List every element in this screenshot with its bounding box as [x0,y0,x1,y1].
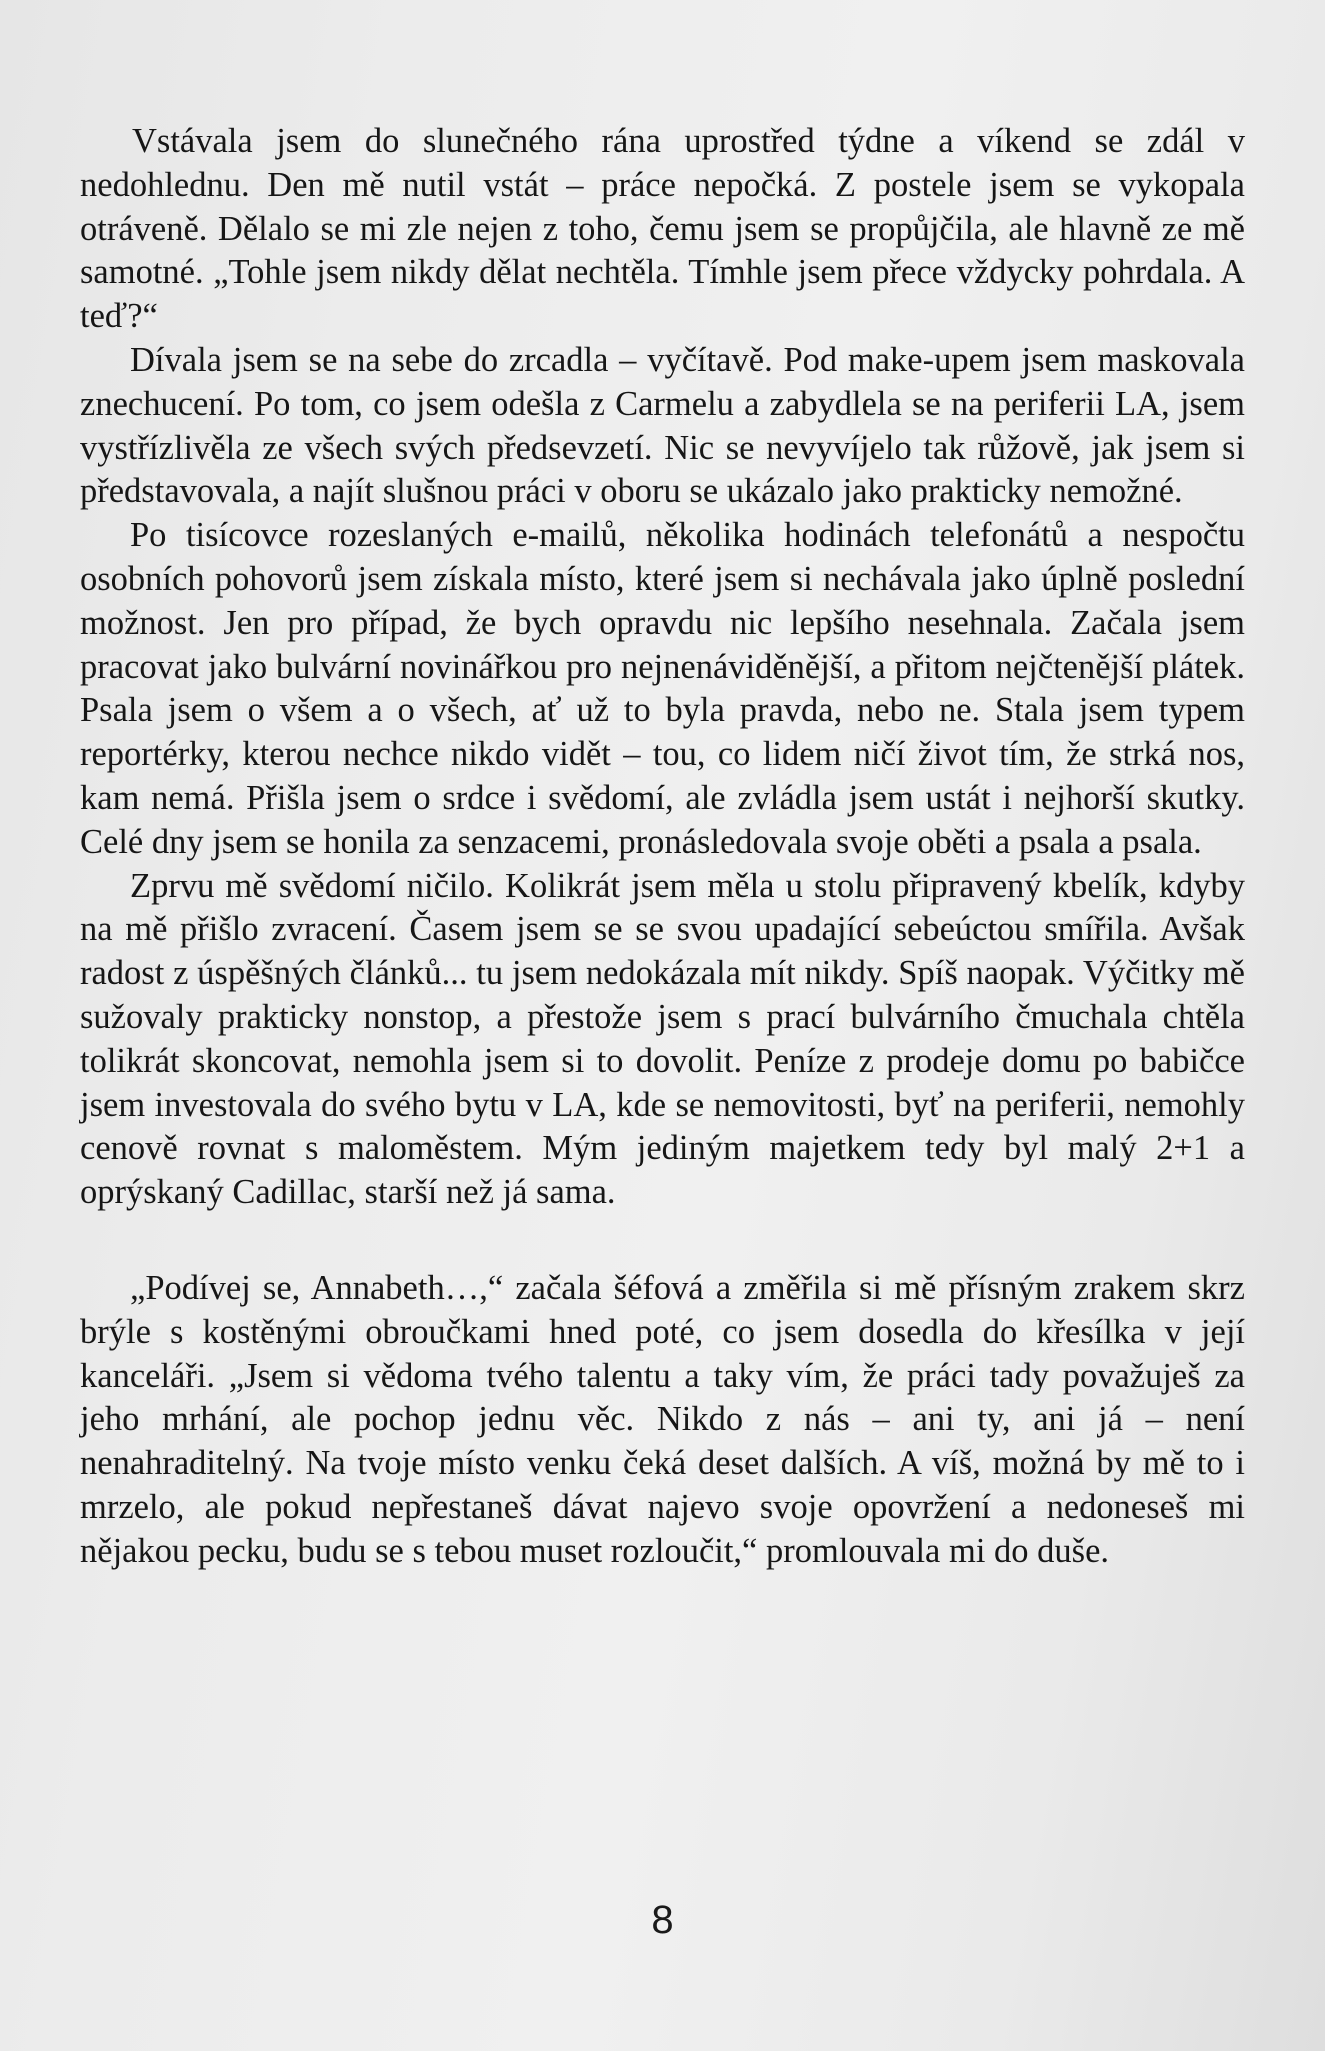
page-number: 8 [651,1898,674,1942]
paragraph: Vstávala jsem do slunečného rána uprostřed týdne a víkend se zdál v nedohlednu. Den mě nutil vstát – práce nepočká. Z postele jsem se vykopala otráveně. Dělalo se mi zle nejen z toho, čemu jsem se propůjčila, ale hlavně ze mě samotné. „Tohle jsem nikdy dělat nechtěla. Tímhle jsem přece vždycky pohrdala. A teď?“ [80,122,1245,336]
page-body-text [80,120,1245,1574]
section-break [80,1215,1245,1267]
paragraph: „Podívej se, Annabeth…,“ začala šéfová a změřila si mě přísným zrakem skrz brýle s kostěnými obroučkami hned poté, co jsem dosedla do křesílka v její kanceláři. „Jsem si vědoma tvého talentu a taky vím, že práci tady považuješ za jeho mrhání, ale pochop jednu věc. Nikdo z nás – ani ty, ani já – není nenahraditelný. Na tvoje místo venku čeká deset dalších. A víš, možná by mě to i mrzelo, ale pokud nepřestaneš dávat najevo svoje opovržení a nedoneseš mi nějakou pecku, budu se s tebou muset rozloučit,“ promlouvala mi do duše. [80,1268,1245,1570]
paragraph: Po tisícovce rozeslaných e-mailů, několika hodinách telefonátů a nespočtu osobních pohovorů jsem získala místo, které jsem si nechávala jako úplně poslední možnost. Jen pro případ, že bych opravdu nic lepšího nesehnala. Začala jsem pracovat jako bulvární novinářkou pro nejnenáviděnější, a přitom nejčtenější plátek. Psala jsem o všem a o všech, ať už to byla pravda, nebo ne. Stala jsem typem reportérky, kterou nechce nikdo vidět – tou, co lidem ničí život tím, že strká nos, kam nemá. Přišla jsem o srdce i svědomí, ale zvládla jsem ustát i nejhorší skutky. Celé dny jsem se honila za senzacemi, pronásledovala svoje oběti a psala a psala. [80,516,1245,861]
paragraph: Dívala jsem se na sebe do zrcadla – vyčítavě. Pod make-upem jsem maskovala znechucení. Po tom, co jsem odešla z Carmelu a zabydlela se na periferii LA, jsem vystřízlivěla ze všech svých předsevzetí. Nic se nevyvíjelo tak růžově, jak jsem si představovala, a najít slušnou práci v oboru se ukázalo jako prakticky nemožné. [80,340,1245,511]
paragraph: Zprvu mě svědomí ničilo. Kolikrát jsem měla u stolu připravený kbelík, kdyby na mě přišlo zvracení. Časem jsem se se svou upadající sebeúctou smířila. Avšak radost z úspěšných článků... tu jsem nedokázala mít nikdy. Spíš naopak. Výčitky mě sužovaly prakticky nonstop, a přestože jsem s prací bulvárního čmuchala chtěla tolikrát skoncovat, nemohla jsem si to dovolit. Peníze z prodeje domu po babičce jsem investovala do svého bytu v LA, kde se nemovitosti, byť na periferii, nemohly cenově rovnat s maloměstem. Mým jediným majetkem tedy byl malý 2+1 a oprýskaný Cadillac, starší než já sama. [80,866,1245,1212]
